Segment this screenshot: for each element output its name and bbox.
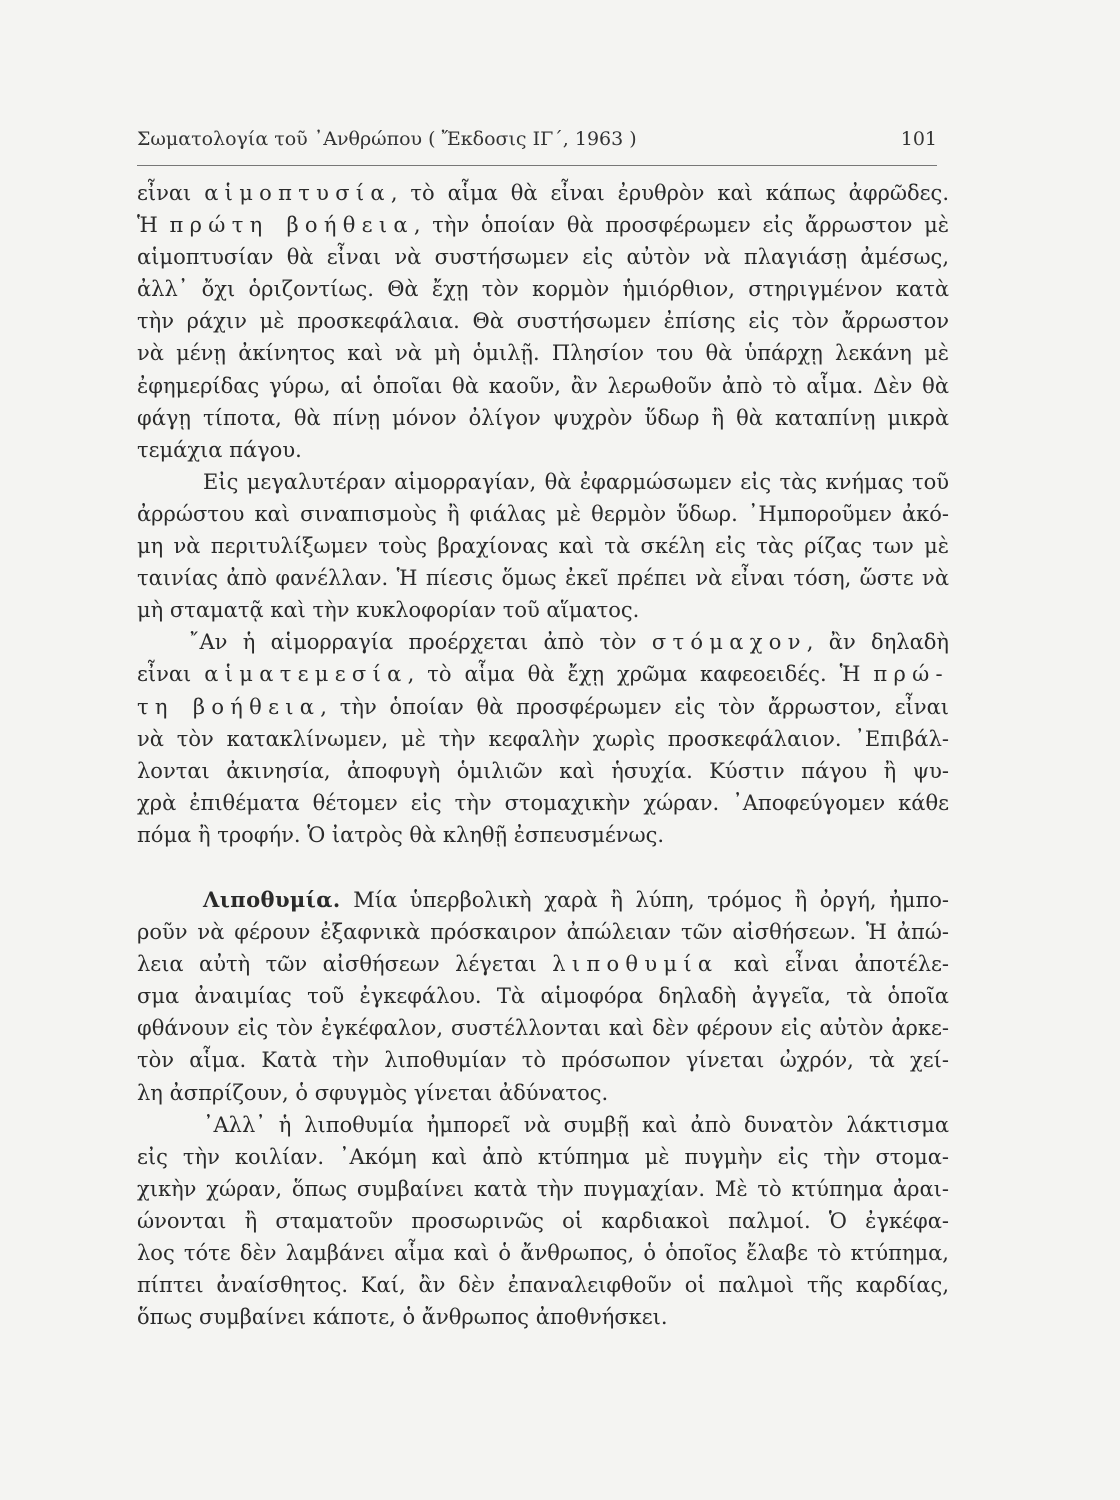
spaced-term: λιποθυμία: [552, 952, 719, 977]
text-line: ώνονται ἢ σταματοῦν προσωρινῶς οἱ καρδιακοὶ παλμοί. Ὁ ἐγκέφα-: [137, 1208, 949, 1233]
page-number: 101: [900, 128, 937, 150]
text-line: χικὴν χώραν, ὅπως συμβαίνει κατὰ τὴν πυγμαχίαν. Μὲ τὸ κτύπημα ἀραι-: [137, 1176, 949, 1201]
text-line: Ἡ πρώτη βοήθεια, τὴν ὁποίαν θὰ προσφέρωμεν εἰς ἄρρωστον μὲ: [137, 213, 949, 238]
paragraph-hematemesis: [137, 626, 949, 851]
text-line: σμα ἀναιμίας τοῦ ἐγκεφάλου. Τὰ αἱμοφόρα δηλαδὴ ἀγγεῖα, τὰ ὁποῖα: [137, 984, 949, 1009]
text-line: ἀρρώστου καὶ σιναπισμοὺς ἢ φιάλας μὲ θερμὸν ὕδωρ. ᾿Ημποροῦμεν ἀκό-: [137, 501, 949, 526]
text-line: ἀλλ᾿ ὄχι ὁριζοντίως. Θὰ ἔχῃ τὸν κορμὸν ἡμιόρθιον, στηριγμένον κατὰ: [137, 277, 949, 302]
text-line: νὰ τὸν κατακλίνωμεν, μὲ τὴν κεφαλὴν χωρὶς προσκεφάλαιον. ᾿Επιβάλ-: [137, 726, 949, 751]
paragraph-fainting-causes: [137, 1109, 949, 1334]
header-rule: [137, 165, 937, 166]
text-line: εἶναι αἱματεμεσία, τὸ αἷμα θὰ ἔχῃ χρῶμα καφεοειδές. Ἡ πρώ-: [137, 662, 949, 687]
text-line: εἶναι αἱμοπτυσία, τὸ αἷμα θὰ εἶναι ἐρυθρὸν καὶ κάπως ἀφρῶδες.: [137, 181, 949, 205]
spaced-term: αἱματεμεσία: [204, 662, 408, 687]
text-line: Λιποθυμία. Μία ὑπερβολικὴ χαρὰ ἢ λύπη, τρόμος ἢ ὀργή, ἠμπο-: [203, 886, 949, 912]
text-line: μὴ σταματᾷ καὶ τὴν κυκλοφορίαν τοῦ αἵματος.: [137, 598, 640, 623]
text-line: τὴν ράχιν μὲ προσκεφάλαια. Θὰ συστήσωμεν ἐπίσης εἰς τὸν ἄρρωστον: [137, 309, 949, 334]
section-gap: [137, 851, 949, 884]
spaced-term: αἱμοπτυσία: [204, 181, 391, 205]
text-line: ᾿Αλλ᾿ ἡ λιποθυμία ἠμπορεῖ νὰ συμβῇ καὶ ἀπὸ δυνατὸν λάκτισμα: [203, 1112, 949, 1137]
text-line: χρὰ ἐπιθέματα θέτομεν εἰς τὴν στομαχικὴν χώραν. ᾿Αποφεύγομεν κάθε: [137, 790, 949, 815]
text-line: Εἰς μεγαλυτέραν αἱμορραγίαν, θὰ ἐφαρμώσωμεν εἰς τὰς κνήμας τοῦ: [203, 469, 949, 494]
text-line: τη βοήθεια, τὴν ὁποίαν θὰ προσφέρωμεν εἰς τὸν ἄρρωστον, εἶναι: [137, 694, 949, 719]
spaced-term: πρώ-: [873, 662, 949, 687]
text-line: τεμάχια πάγου.: [137, 437, 302, 462]
spaced-term: στόμαχον: [651, 630, 807, 655]
paragraph-hemoptysis: [137, 177, 949, 466]
page-header: [137, 128, 937, 150]
paragraph-fainting: [137, 884, 949, 1109]
text-line: ροῦν νὰ φέρουν ἐξαφνικὰ πρόσκαιρον ἀπώλειαν τῶν αἰσθήσεων. Ἡ ἀπώ-: [137, 920, 949, 945]
text-line: νὰ μένῃ ἀκίνητος καὶ νὰ μὴ ὁμιλῇ. Πλησίον του θὰ ὑπάρχῃ λεκάνη μὲ: [137, 341, 949, 366]
spaced-term: πρώτη βοήθεια: [169, 213, 414, 238]
text-line: πόμα ἢ τροφήν. Ὁ ἰατρὸς θὰ κληθῇ ἐσπευσμένως.: [137, 822, 665, 847]
text-line: πίπτει ἀναίσθητος. Καί, ἂν δὲν ἐπαναλειφθοῦν οἱ παλμοὶ τῆς καρδίας,: [137, 1273, 949, 1298]
text-line: ῎Αν ἡ αἱμορραγία προέρχεται ἀπὸ τὸν στόμαχον, ἂν δηλαδὴ: [189, 630, 949, 655]
text-line: ἐφημερίδας γύρω, αἱ ὁποῖαι θὰ καοῦν, ἂν λερωθοῦν ἀπὸ τὸ αἷμα. Δὲν θὰ: [137, 373, 949, 398]
text-line: λονται ἀκινησία, ἀποφυγὴ ὁμιλιῶν καὶ ἡσυχία. Κύστιν πάγου ἢ ψυ-: [137, 758, 949, 783]
text-line: ταινίας ἀπὸ φανέλλαν. Ἡ πίεσις ὅμως ἐκεῖ πρέπει νὰ εἶναι τόση, ὥστε νὰ: [137, 566, 949, 591]
paragraph-larger-bleeding: [137, 466, 949, 626]
text-line: μη νὰ περιτυλίξωμεν τοὺς βραχίονας καὶ τὰ σκέλη εἰς τὰς ρίζας των μὲ: [137, 534, 949, 559]
text-line: ὅπως συμβαίνει κάποτε, ὁ ἄνθρωπος ἀποθνήσκει.: [137, 1305, 668, 1330]
text-line: λη ἀσπρίζουν, ὁ σφυγμὸς γίνεται ἀδύνατος.: [137, 1080, 609, 1105]
text-line: λος τότε δὲν λαμβάνει αἷμα καὶ ὁ ἄνθρωπος, ὁ ὁποῖος ἔλαβε τὸ κτύπημα,: [137, 1241, 949, 1265]
page-body: [137, 177, 949, 1333]
section-heading: Λιποθυμία.: [203, 886, 341, 912]
text-line: εἰς τὴν κοιλίαν. ᾿Ακόμη καὶ ἀπὸ κτύπημα μὲ πυγμὴν εἰς τὴν στομα-: [137, 1144, 949, 1169]
text-line: φθάνουν εἰς τὸν ἐγκέφαλον, συστέλλονται καὶ δὲν φέρουν εἰς αὐτὸν ἀρκε-: [137, 1016, 949, 1041]
running-title: Σωματολογία τοῦ ᾿Ανθρώπου ( Ἔκδοσις ΙΓ΄, 1963 ): [137, 128, 637, 150]
text-line: αἱμοπτυσίαν θὰ εἶναι νὰ συστήσωμεν εἰς αὐτὸν νὰ πλαγιάσῃ ἀμέσως,: [137, 245, 949, 270]
text-line: τὸν αἷμα. Κατὰ τὴν λιποθυμίαν τὸ πρόσωπον γίνεται ὠχρόν, τὰ χεί-: [137, 1048, 949, 1073]
text-line: λεια αὐτὴ τῶν αἰσθήσεων λέγεται λιποθυμία καὶ εἶναι ἀποτέλε-: [137, 952, 949, 977]
spaced-term: τη βοήθεια: [137, 694, 321, 719]
text-line: φάγῃ τίποτα, θὰ πίνῃ μόνον ὀλίγον ψυχρὸν ὕδωρ ἢ θὰ καταπίνῃ μικρὰ: [137, 405, 949, 430]
